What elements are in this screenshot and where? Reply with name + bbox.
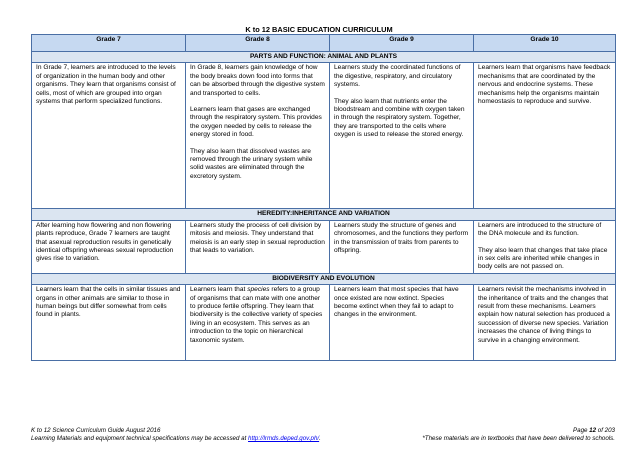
section-title-parts-and-function: PARTS AND FUNCTION: ANIMAL AND PLANTS — [32, 52, 616, 63]
guide-title: K to 12 Science Curriculum Guide August 2016 — [31, 427, 161, 434]
page-indicator — [573, 427, 615, 435]
materials-text: Learning Materials and equipment technical specifications may be accessed at — [31, 435, 249, 442]
cell-grade-7 — [32, 63, 186, 209]
section-row — [32, 273, 616, 284]
cell-paragraph: Learners learn that species refers to a group of organisms that can mate with one another to produce fertile offspring. They learn that biodiversity is the collective variety of species living in an ecosystem. This serves as an introduction to the topic on hierarchical taxonomic system. — [190, 286, 323, 344]
table-row — [32, 220, 616, 273]
page-number: 12 — [589, 427, 597, 434]
cell-grade-9 — [330, 285, 474, 361]
cell-paragraph: Learners learn that the cells in similar tissues and organs in other animals are similar to those in human beings but differ somewhat from cells found in plants. — [36, 286, 181, 319]
section-row — [32, 209, 616, 220]
cell-paragraph: They also learn that changes that take place in sex cells are inherited while changes in body cells are not passed on. — [478, 246, 608, 271]
lrmds-link[interactable]: http://lrmds.deped.gov.ph/ — [248, 435, 320, 442]
textbook-note: *These materials are in textbooks that have been delivered to schools. — [422, 435, 615, 442]
cell-paragraph: Learners learn that organisms have feedback mechanisms that are coordinated by the nervous and endocrine systems. These mechanisms help the organisms maintain homeostasis to reproduce and survive. — [478, 64, 611, 106]
table-row — [32, 285, 616, 361]
page-prefix: Page — [573, 427, 590, 434]
cell-paragraph: In Grade 8, learners gain knowledge of how the body breaks down food into forms that can be absorbed through the digestive system and transported to cells. — [190, 64, 325, 97]
cell-paragraph: In Grade 7, learners are introduced to the levels of organization in the human body and other organisms. They learn that organisms consist of cells, most of which are grouped into organ systems that perform specialized functions. — [36, 64, 176, 106]
materials-note — [31, 435, 321, 443]
cell-grade-10 — [474, 63, 616, 209]
cell-paragraph: They also learn that dissolved wastes are removed through the urinary system while solid wastes are eliminated through the excretory system. — [190, 147, 313, 180]
column-header-grade-7: Grade 7 — [32, 35, 186, 52]
cell-paragraph: They also learn that nutrients enter the bloodstream and combine with oxygen taken in through the respiratory system. Together, they are transported to the cells where oxygen is used to release the stored energy. — [334, 97, 465, 139]
cell-paragraph: Learners study the coordinated functions of the digestive, respiratory, and circulatory systems. — [334, 64, 461, 89]
curriculum-table — [31, 34, 616, 361]
grade-header-row — [32, 35, 616, 52]
cell-paragraph: After learning how flowering and non flowering plants reproduce, Grade 7 learners are taught that asexual reproduction results in genetically identical offspring whereas sexual reproduction gives rise to variation. — [36, 221, 174, 263]
column-header-grade-9: Grade 9 — [330, 35, 474, 52]
table-row — [32, 63, 616, 209]
cell-grade-7 — [32, 285, 186, 361]
cell-paragraph: Learners study the structure of genes and chromosomes, and the functions they perform in the transmission of traits from parents to offspring. — [334, 221, 469, 255]
page-suffix: of 203 — [596, 427, 615, 434]
section-row — [32, 52, 616, 63]
materials-end: . — [319, 435, 321, 442]
section-title-biodiversity: BIODIVERSITY AND EVOLUTION — [32, 273, 616, 284]
document-title: K to 12 BASIC EDUCATION CURRICULUM — [245, 25, 393, 34]
cell-grade-10 — [474, 285, 616, 361]
cell-paragraph: Learners learn that gases are exchanged through the respiratory system. This provides the oxygen needed by cells to release the energy stored in food. — [190, 106, 322, 139]
italic-term: species — [247, 286, 270, 294]
cell-grade-9 — [330, 63, 474, 209]
section-title-heredity: HEREDITY:INHERITANCE AND VARIATION — [32, 209, 616, 220]
cell-paragraph: Learners revisit the mechanisms involved in the inheritance of traits and the changes that result from these mechanisms. Learners explain how natural selection has produced a succession of diverse new species. Variation increases the chance of living things to survive in a changing environment. — [478, 286, 610, 344]
cell-grade-8 — [186, 285, 330, 361]
cell-paragraph: Learners study the process of cell division by mitosis and meiosis. They understand that meiosis is an early step in sexual reproduction that leads to variation. — [190, 221, 325, 255]
column-header-grade-10: Grade 10 — [474, 35, 616, 52]
cell-grade-8 — [186, 63, 330, 209]
column-header-grade-8: Grade 8 — [186, 35, 330, 52]
cell-grade-10 — [474, 220, 616, 273]
cell-grade-8 — [186, 220, 330, 273]
cell-grade-7 — [32, 220, 186, 273]
cell-paragraph: Learners learn that most species that have once existed are now extinct. Species become extinct when they fail to adapt to changes in the environment. — [334, 286, 459, 319]
cell-grade-9 — [330, 220, 474, 273]
cell-paragraph: Learners are introduced to the structure of the DNA molecule and its function. — [478, 221, 602, 238]
